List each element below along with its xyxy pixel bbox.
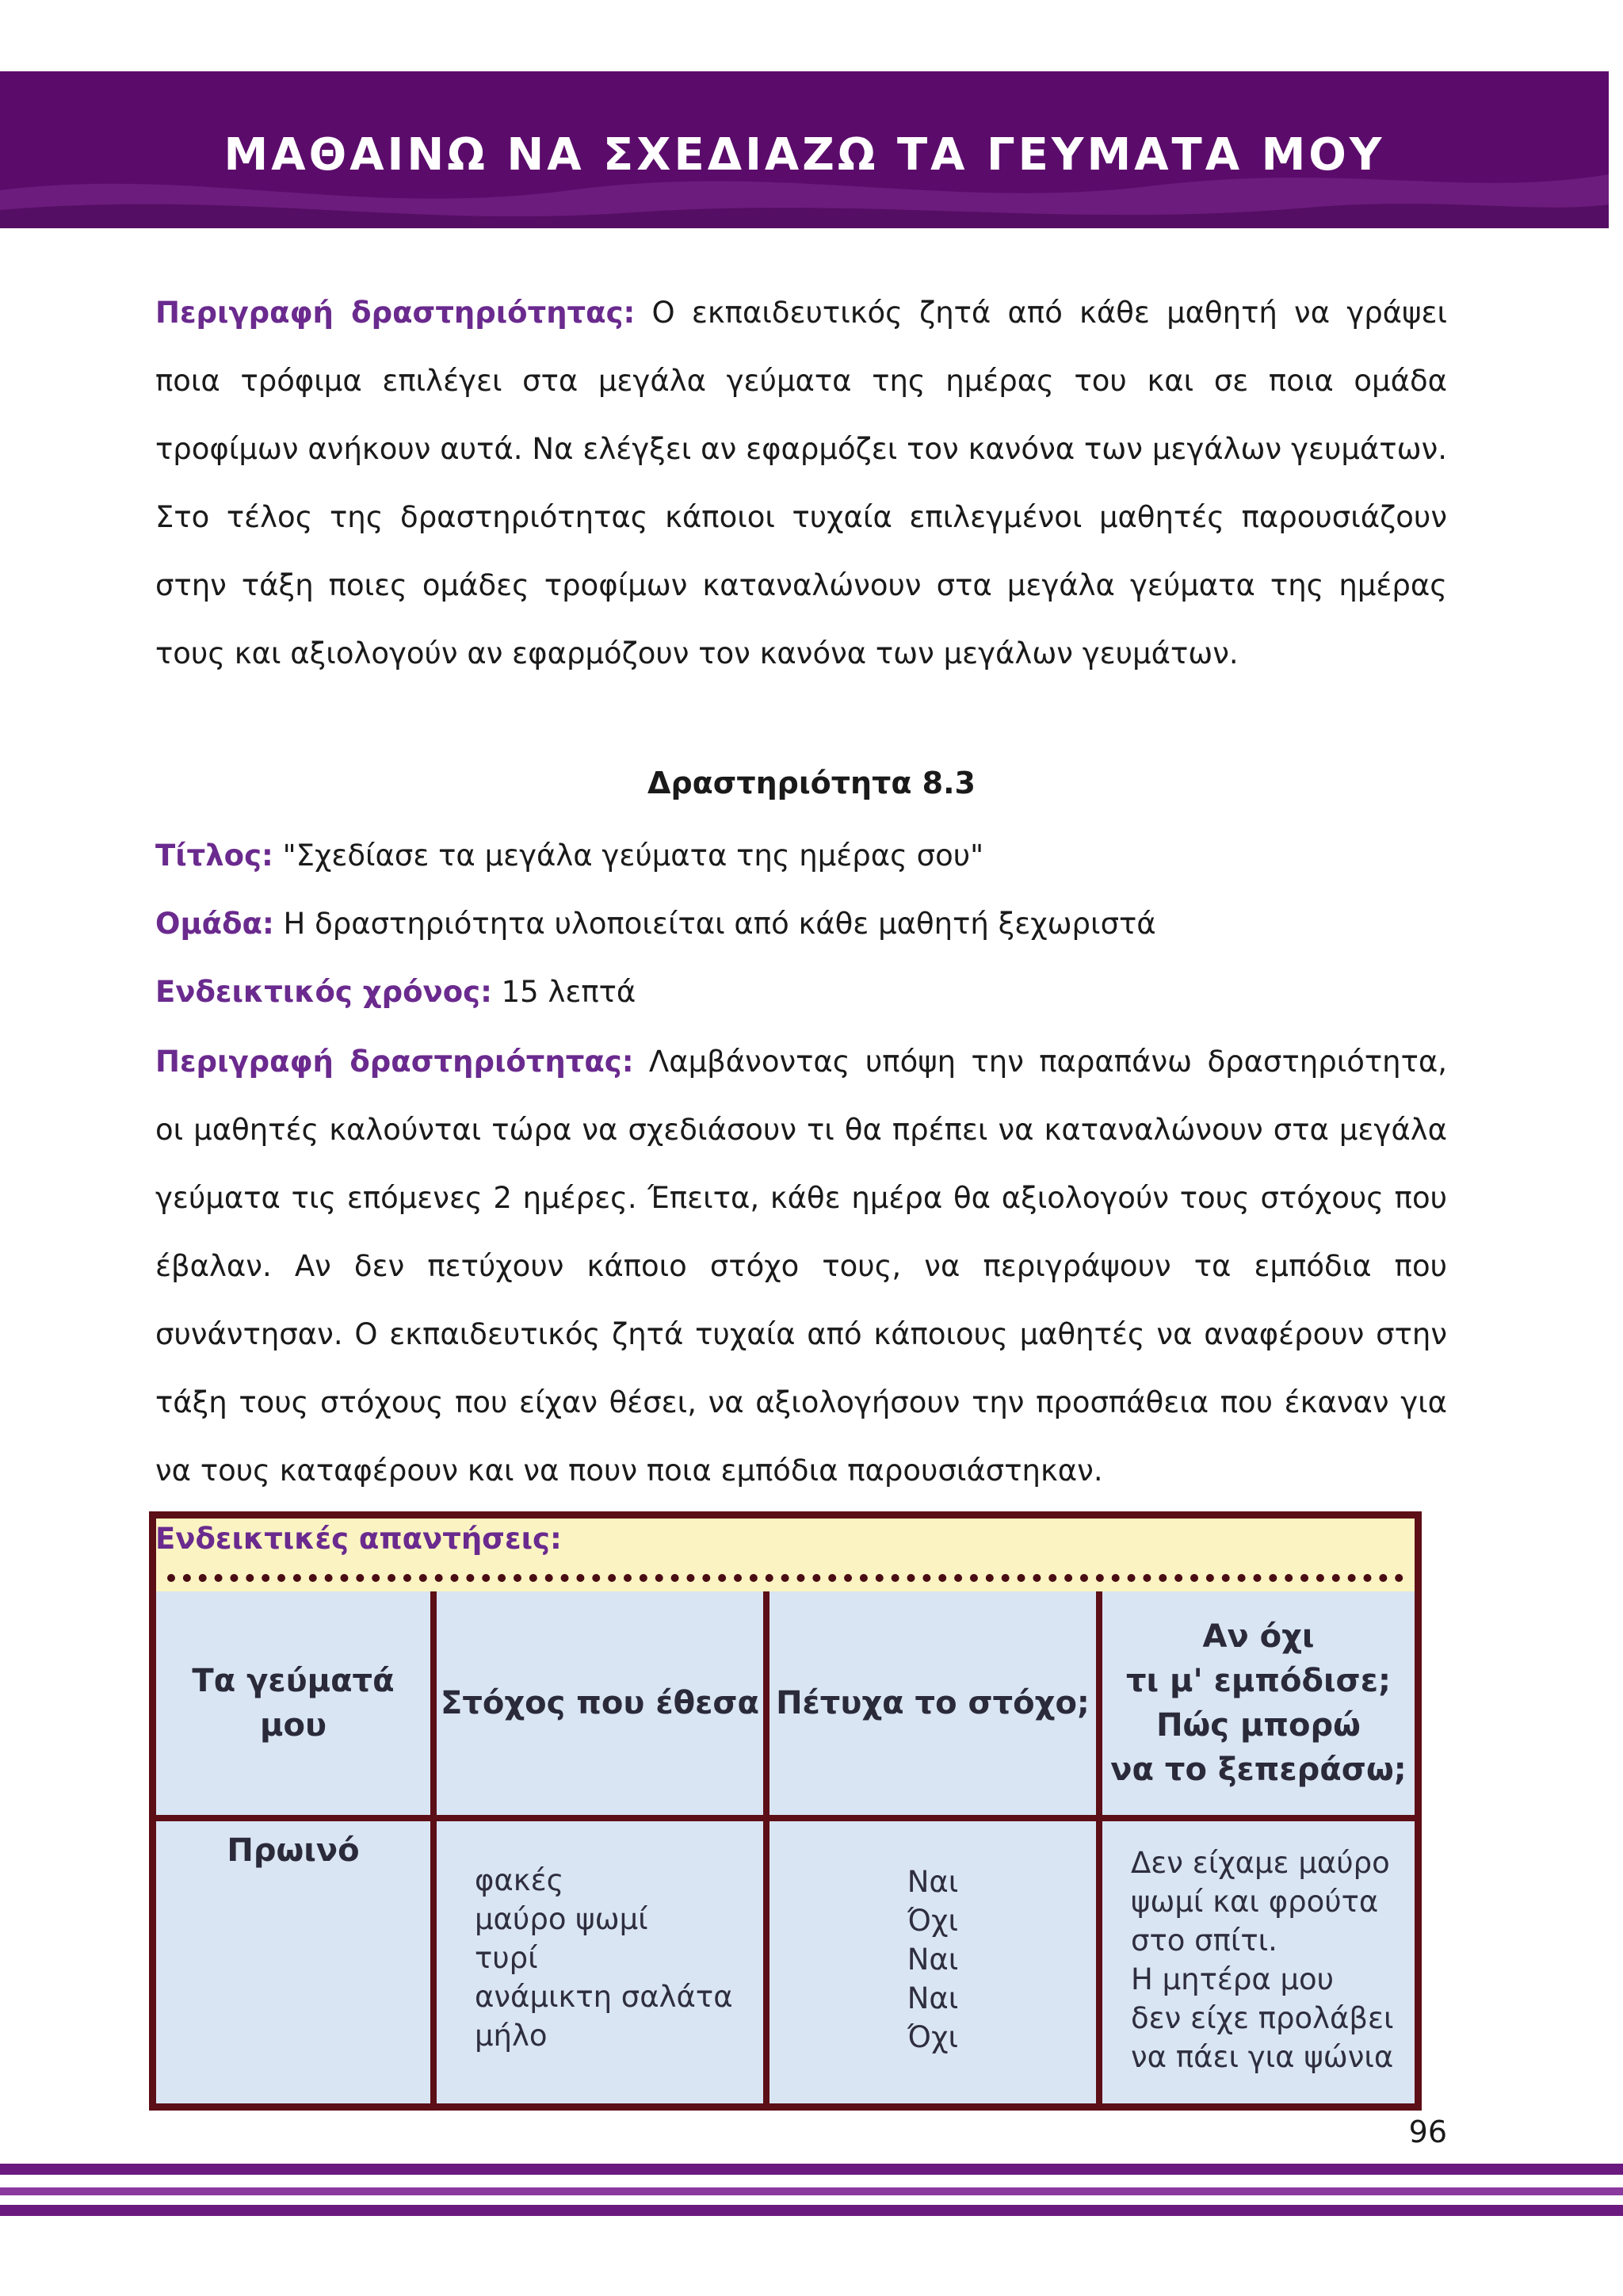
goals-item: τυρί [475,1941,538,1975]
activity-heading: Δραστηριότητα 8.3 [647,766,976,800]
intro-text: Ο εκπαιδευτικός ζητά από κάθε μαθητή να γράψει ποια τρόφιμα επιλέγει στα μεγάλα γεύματα της ημέρας του και σε ποια ομάδα τροφίμων ανήκουν αυτά. Να ελέγξει αν εφαρμόζει τον κανόνα των μεγάλων γευμάτων. Στο τέλος της δραστηριότητας κάποιοι τυχαία επιλεγμένοι μαθητές παρουσιάζουν στην τάξη ποιες ομάδες τροφίμων καταναλώνουν στα μεγάλα γεύματα της ημέρας τους και αξιολογούν αν εφαρμόζουν τον κανόνα των μεγάλων γευμάτων. [155,296,1448,670]
achieved-item: Ναι [907,1865,959,1899]
achieved-item: Ναι [907,1943,959,1977]
achieved-item: Όχι [907,2020,958,2054]
notes-item: ψωμί και φρούτα [1131,1885,1379,1919]
activity-group-value: Η δραστηριότητα υλοποιείται από κάθε μαθητή ξεχωριστά [283,907,1156,941]
notes-list [1131,1843,1394,2076]
activity-time-label: Ενδεικτικός χρόνος: [155,975,492,1009]
intro-paragraph [155,279,1447,688]
achieved-item: Ναι [907,1981,959,2015]
footer-stripes [0,2164,1623,2222]
header-meals-text: Τα γεύματά μου [192,1663,395,1744]
header-cell-meals [156,1591,430,1815]
goals-item: μαύρο ψωμί [475,1902,648,1936]
activity-time-value: 15 λεπτά [501,975,636,1009]
header-achieved-text: Πέτυχα το στόχο; [776,1685,1090,1721]
goals-item: ανάμικτη σαλάτα [475,1980,733,2014]
intro-label: Περιγραφή δραστηριότητας: [155,296,636,330]
activity-desc-text: Λαμβάνοντας υπόψη την παραπάνω δραστηριότητα, οι μαθητές καλούνται τώρα να σχεδιάσουν τι θα πρέπει να καταναλώνουν στα μεγάλα γεύματα τις επόμενες 2 ημέρες. Έπειτα, κάθε ημέρα θα αξιολογούν τους στόχους που έβαλαν. Αν δεν πετύχουν κάποιο στόχο τους, να περιγράψουν τα εμπόδια που συνάντησαν. Ο εκπαιδευτικός ζητά τυχαία από κάποιους μαθητές να αναφέρουν στην τάξη τους στόχους που είχαν θέσει, να αξιολογήσουν την προσπάθεια που έκαναν για να τους καταφέρουν και να πουν ποια εμπόδια παρουσιάστηκαν. [155,1045,1447,1488]
header-cell-obstacles [1102,1591,1415,1815]
notes-item: δεν είχε προλάβει [1131,2001,1394,2035]
goals-list [475,1861,733,2055]
page-number: 96 [1408,2115,1447,2149]
cell-meal [156,1821,430,2103]
answers-table [149,1511,1422,2111]
notes-item: να πάει για ψώνια [1131,2040,1394,2074]
activity-group-label: Ομάδα: [155,907,274,941]
activity-title-line [155,839,1447,873]
header-obstacles-text: Αν όχι τι μ' εμπόδισε; Πώς μπορώ να το ξεπεράσω; [1110,1618,1407,1788]
answers-label: Ενδεικτικές απαντήσεις: [155,1522,562,1556]
activity-title-value: "Σχεδίασε τα μεγάλα γεύματα της ημέρας σου" [282,839,984,873]
goals-item: μήλο [475,2019,548,2053]
activity-description [155,1028,1447,1505]
activity-group-line [155,907,1447,941]
notes-item: Η μητέρα μου [1131,1962,1335,1996]
header-goal-text: Στόχος που έθεσα [441,1685,759,1721]
notes-item: στο σπίτι. [1131,1924,1277,1958]
meal-label: Πρωινό [227,1832,360,1869]
achieved-list [769,1862,1096,2057]
notes-item: Δεν είχαμε μαύρο [1131,1846,1390,1880]
header-cell-achieved [769,1591,1096,1815]
answers-grid [156,1591,1415,2103]
cell-achieved [769,1821,1096,2103]
goals-item: φακές [475,1863,564,1897]
activity-desc-label: Περιγραφή δραστηριότητας: [155,1045,634,1079]
activity-title-label: Τίτλος: [155,839,273,873]
dotted-divider [167,1574,1403,1582]
cell-goals [437,1821,763,2103]
activity-time-line [155,975,1447,1009]
achieved-item: Όχι [907,1904,958,1938]
header-cell-goal [437,1591,763,1815]
page-header-title: ΜΑΘΑΙΝΩ ΝΑ ΣΧΕΔΙΑΖΩ ΤΑ ΓΕΥΜΑΤΑ ΜΟΥ [223,128,1385,181]
cell-notes [1102,1821,1415,2103]
